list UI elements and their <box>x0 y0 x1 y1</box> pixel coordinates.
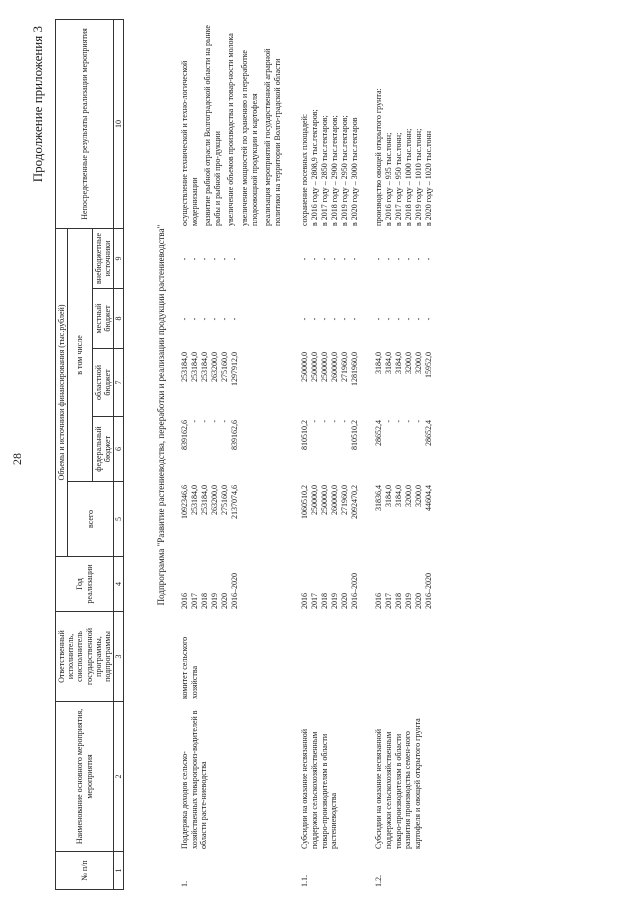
federal-value: - <box>220 420 229 423</box>
total-value: 1092346,6 <box>180 485 189 519</box>
federal-value: - <box>384 420 394 423</box>
row-federal <box>180 417 286 482</box>
header-extrabudget: внебюджетные источники <box>92 228 113 288</box>
row-federal <box>300 417 360 482</box>
table-row <box>180 20 286 890</box>
row-regional <box>180 349 286 417</box>
continuation-title: Продолжение приложения 3 <box>30 26 45 183</box>
row-total <box>374 482 434 557</box>
regional-value: 253184,0 <box>190 352 199 382</box>
federal-value: - <box>190 420 199 423</box>
row-local <box>300 289 360 349</box>
local-value: - <box>340 317 350 321</box>
row-name: Поддержка доходов сельско-хозяйственных товаропроиз-водителей в области расте-ниеводства <box>180 710 209 849</box>
result-item: увеличение мощностей по хранению и переработке плодоовощной продукции и картофеля <box>239 50 259 226</box>
regional-value: 3184,0 <box>394 352 404 374</box>
result-item: в 2019 году – 1010 тыс.тонн; <box>414 128 424 226</box>
federal-value: - <box>210 420 219 423</box>
header-including: в том числе <box>68 228 93 481</box>
regional-value: 275160,0 <box>220 352 229 382</box>
col-number: 4 <box>114 557 124 612</box>
row-responsible <box>374 612 434 702</box>
extrabudget-value: - <box>394 257 404 261</box>
table-row <box>374 20 434 890</box>
row-responsible: комитет сельского хозяйства <box>180 636 199 699</box>
col-number: 5 <box>114 482 124 557</box>
extrabudget-value: - <box>300 257 310 261</box>
year-value: 2017 <box>384 593 394 609</box>
year-value: 2020 <box>340 593 350 609</box>
result-item: осуществление технической и техно-логической модернизации <box>180 60 199 226</box>
local-value: - <box>310 317 320 321</box>
extrabudget-value: - <box>310 257 320 261</box>
local-value: - <box>190 317 199 321</box>
col-number: 8 <box>114 289 124 349</box>
extrabudget-value: - <box>340 257 350 261</box>
regional-value: 3184,0 <box>384 352 394 374</box>
regional-value: 3200,0 <box>414 352 424 374</box>
total-value: 2092470,2 <box>350 485 360 519</box>
row-num: 1. <box>180 881 189 887</box>
federal-value: 839162,6 <box>180 420 189 450</box>
subprogram-title: Подпрограмма "Развитие растениеводства, переработки и реализации продукции растениеводства" <box>156 224 166 606</box>
result-item: реализация мероприятий государственной аграрной политики на территории Волго-градской области <box>263 48 282 226</box>
extrabudget-value: - <box>210 257 219 261</box>
col-number: 10 <box>114 19 124 228</box>
extrabudget-value: - <box>384 257 394 261</box>
col-number: 9 <box>114 228 124 288</box>
local-value: - <box>180 317 189 321</box>
result-item: в 2019 году – 2950 тыс.гектаров; <box>340 115 350 226</box>
year-value: 2016–2020 <box>350 573 360 609</box>
year-value: 2019 <box>210 593 219 609</box>
federal-value: 810510,2 <box>350 420 360 450</box>
regional-value: 3200,0 <box>404 352 414 374</box>
local-value: - <box>210 317 219 321</box>
federal-value: - <box>414 420 424 423</box>
row-responsible <box>300 612 360 702</box>
year-value: 2016–2020 <box>230 573 239 609</box>
federal-value: - <box>320 420 330 423</box>
row-local <box>374 289 434 349</box>
row-num: 1.2. <box>374 875 384 887</box>
local-value: - <box>350 317 360 321</box>
result-item: в 2016 году – 935 тыс.тонн; <box>384 132 394 226</box>
local-value: - <box>414 317 424 321</box>
row-results <box>180 20 286 229</box>
extrabudget-value: - <box>404 257 414 261</box>
federal-value: - <box>310 420 320 423</box>
total-value: 263200,0 <box>210 485 219 515</box>
row-regional <box>374 349 434 417</box>
result-item: увеличение объемов производства и товар-ности молока <box>226 33 236 226</box>
col-number: 1 <box>114 852 124 890</box>
total-value: 250000,0 <box>320 485 330 515</box>
extrabudget-value: - <box>190 257 199 261</box>
total-value: 275160,0 <box>220 485 229 515</box>
table-row <box>300 20 360 890</box>
year-value: 2016 <box>300 593 310 609</box>
regional-value: 253184,0 <box>180 352 189 382</box>
year-value: 2016–2020 <box>424 573 434 609</box>
row-extrabudget <box>300 229 360 289</box>
local-value: - <box>330 317 340 321</box>
total-value: 250000,0 <box>310 485 320 515</box>
local-value: - <box>374 317 384 321</box>
row-years <box>180 557 286 612</box>
local-value: - <box>394 317 404 321</box>
regional-value: 250000,0 <box>320 352 330 382</box>
extrabudget-value: - <box>220 257 229 261</box>
extrabudget-value: - <box>180 257 189 261</box>
header-federal: федеральный бюджет <box>92 417 113 482</box>
federal-value: 28652,4 <box>374 420 384 446</box>
total-value: 44604,4 <box>424 485 434 511</box>
federal-value: 839162,6 <box>230 420 239 450</box>
local-value: - <box>230 317 239 321</box>
total-value: 3184,0 <box>394 485 404 507</box>
year-value: 2017 <box>190 593 199 609</box>
year-value: 2016 <box>180 593 189 609</box>
regional-value: 250000,0 <box>310 352 320 382</box>
extrabudget-value: - <box>200 257 209 261</box>
result-item: в 2018 году – 1000 тыс.тонн; <box>404 128 414 226</box>
federal-value: - <box>340 420 350 423</box>
year-value: 2017 <box>310 593 320 609</box>
total-value: 253184,0 <box>190 485 199 515</box>
total-value: 3200,0 <box>404 485 414 507</box>
total-value: 260000,0 <box>330 485 340 515</box>
regional-value: 15952,0 <box>424 352 434 378</box>
year-value: 2020 <box>220 593 229 609</box>
result-item: в 2020 году – 1020 тыс.тонн <box>424 130 434 226</box>
federal-value: - <box>394 420 404 423</box>
header-year: Год реализации <box>56 557 114 612</box>
total-value: 1060510,2 <box>300 485 310 519</box>
result-item: сохранение посевных площадей: <box>300 113 310 226</box>
regional-value: 263200,0 <box>210 352 219 382</box>
extrabudget-value: - <box>350 257 360 261</box>
col-number: 6 <box>114 417 124 482</box>
row-local <box>180 289 286 349</box>
total-value: 3200,0 <box>414 485 424 507</box>
local-value: - <box>424 317 434 321</box>
local-value: - <box>320 317 330 321</box>
regional-value: 250000,0 <box>300 352 310 382</box>
header-total: всего <box>68 482 114 557</box>
row-years <box>300 557 360 612</box>
row-name: Субсидии на оказание несвязанной поддержки сельскохозяйственным товаро-производителям в области растениеводства <box>300 728 339 849</box>
row-name: Субсидии на оказание несвязанной поддержки сельскохозяйственным товаро-производителям в области развития производства семен-ного картофеля и овощей открытого грунта <box>374 718 422 849</box>
total-value: 3184,0 <box>384 485 394 507</box>
regional-value: 3184,0 <box>374 352 384 374</box>
row-total <box>180 482 286 557</box>
header-funding: Объемы и источники финансирования (тыс.рублей) <box>56 228 68 556</box>
col-number: 7 <box>114 349 124 417</box>
year-value: 2018 <box>200 593 209 609</box>
local-value: - <box>300 317 310 321</box>
col-number: 3 <box>114 612 124 702</box>
total-value: 271960,0 <box>340 485 350 515</box>
page-number: 28 <box>10 453 24 465</box>
total-value: 31836,4 <box>374 485 384 511</box>
header-num: № п/п <box>56 852 114 890</box>
result-item: производство овощей открытого грунта: <box>374 88 384 226</box>
extrabudget-value: - <box>414 257 424 261</box>
result-item: в 2016 году – 2808,9 тыс.гектаров; <box>310 109 320 226</box>
column-number-row <box>114 19 124 889</box>
row-total <box>300 482 360 557</box>
local-value: - <box>404 317 414 321</box>
extrabudget-value: - <box>330 257 340 261</box>
year-value: 2019 <box>330 593 340 609</box>
header-table <box>55 19 124 890</box>
header-responsible: Ответственный исполнитель, соисполнитель государственной программы, подпрограммы <box>56 612 114 702</box>
local-value: - <box>200 317 209 321</box>
local-value: - <box>220 317 229 321</box>
extrabudget-value: - <box>374 257 384 261</box>
col-number: 2 <box>114 702 124 852</box>
header-regional: областной бюджет <box>92 349 113 417</box>
header-local: местный бюджет <box>92 289 113 349</box>
row-extrabudget <box>374 229 434 289</box>
result-item: в 2017 году – 950 тыс.тонн; <box>394 132 404 226</box>
extrabudget-value: - <box>424 257 434 261</box>
regional-value: 271960,0 <box>340 352 350 382</box>
row-num: 1.1. <box>300 875 310 887</box>
result-item: развитие рыбной отрасли Волгоградской области на рынке рыбы и рыбной про-дукции <box>203 25 222 226</box>
federal-value: 28652,4 <box>424 420 434 446</box>
result-item: в 2020 году – 3000 тыс.гектаров <box>350 117 360 226</box>
regional-value: 1297912,0 <box>230 352 239 386</box>
federal-value: - <box>404 420 414 423</box>
row-years <box>374 557 434 612</box>
federal-value: - <box>330 420 340 423</box>
row-results <box>300 20 360 229</box>
row-regional <box>300 349 360 417</box>
regional-value: 253184,0 <box>200 352 209 382</box>
local-value: - <box>384 317 394 321</box>
result-item: в 2018 году – 2900 тыс.гектаров; <box>330 115 340 226</box>
row-extrabudget <box>180 229 286 289</box>
regional-value: 1281960,0 <box>350 352 360 386</box>
year-value: 2018 <box>320 593 330 609</box>
extrabudget-value: - <box>230 257 239 261</box>
header-name: Наименование основного мероприятия, мероприятия <box>56 702 114 852</box>
extrabudget-value: - <box>320 257 330 261</box>
year-value: 2016 <box>374 593 384 609</box>
result-item: в 2017 году – 2850 тыс.гектаров; <box>320 115 330 226</box>
total-value: 2137074,6 <box>230 485 239 519</box>
row-federal <box>374 417 434 482</box>
header-results: Непосредственные результаты реализации мероприятия <box>56 19 114 228</box>
federal-value: - <box>200 420 209 423</box>
federal-value: 810510,2 <box>300 420 310 450</box>
table-body <box>156 20 448 890</box>
year-value: 2020 <box>414 593 424 609</box>
regional-value: 260000,0 <box>330 352 340 382</box>
total-value: 253184,0 <box>200 485 209 515</box>
row-results <box>374 20 434 229</box>
year-value: 2019 <box>404 593 414 609</box>
year-value: 2018 <box>394 593 404 609</box>
